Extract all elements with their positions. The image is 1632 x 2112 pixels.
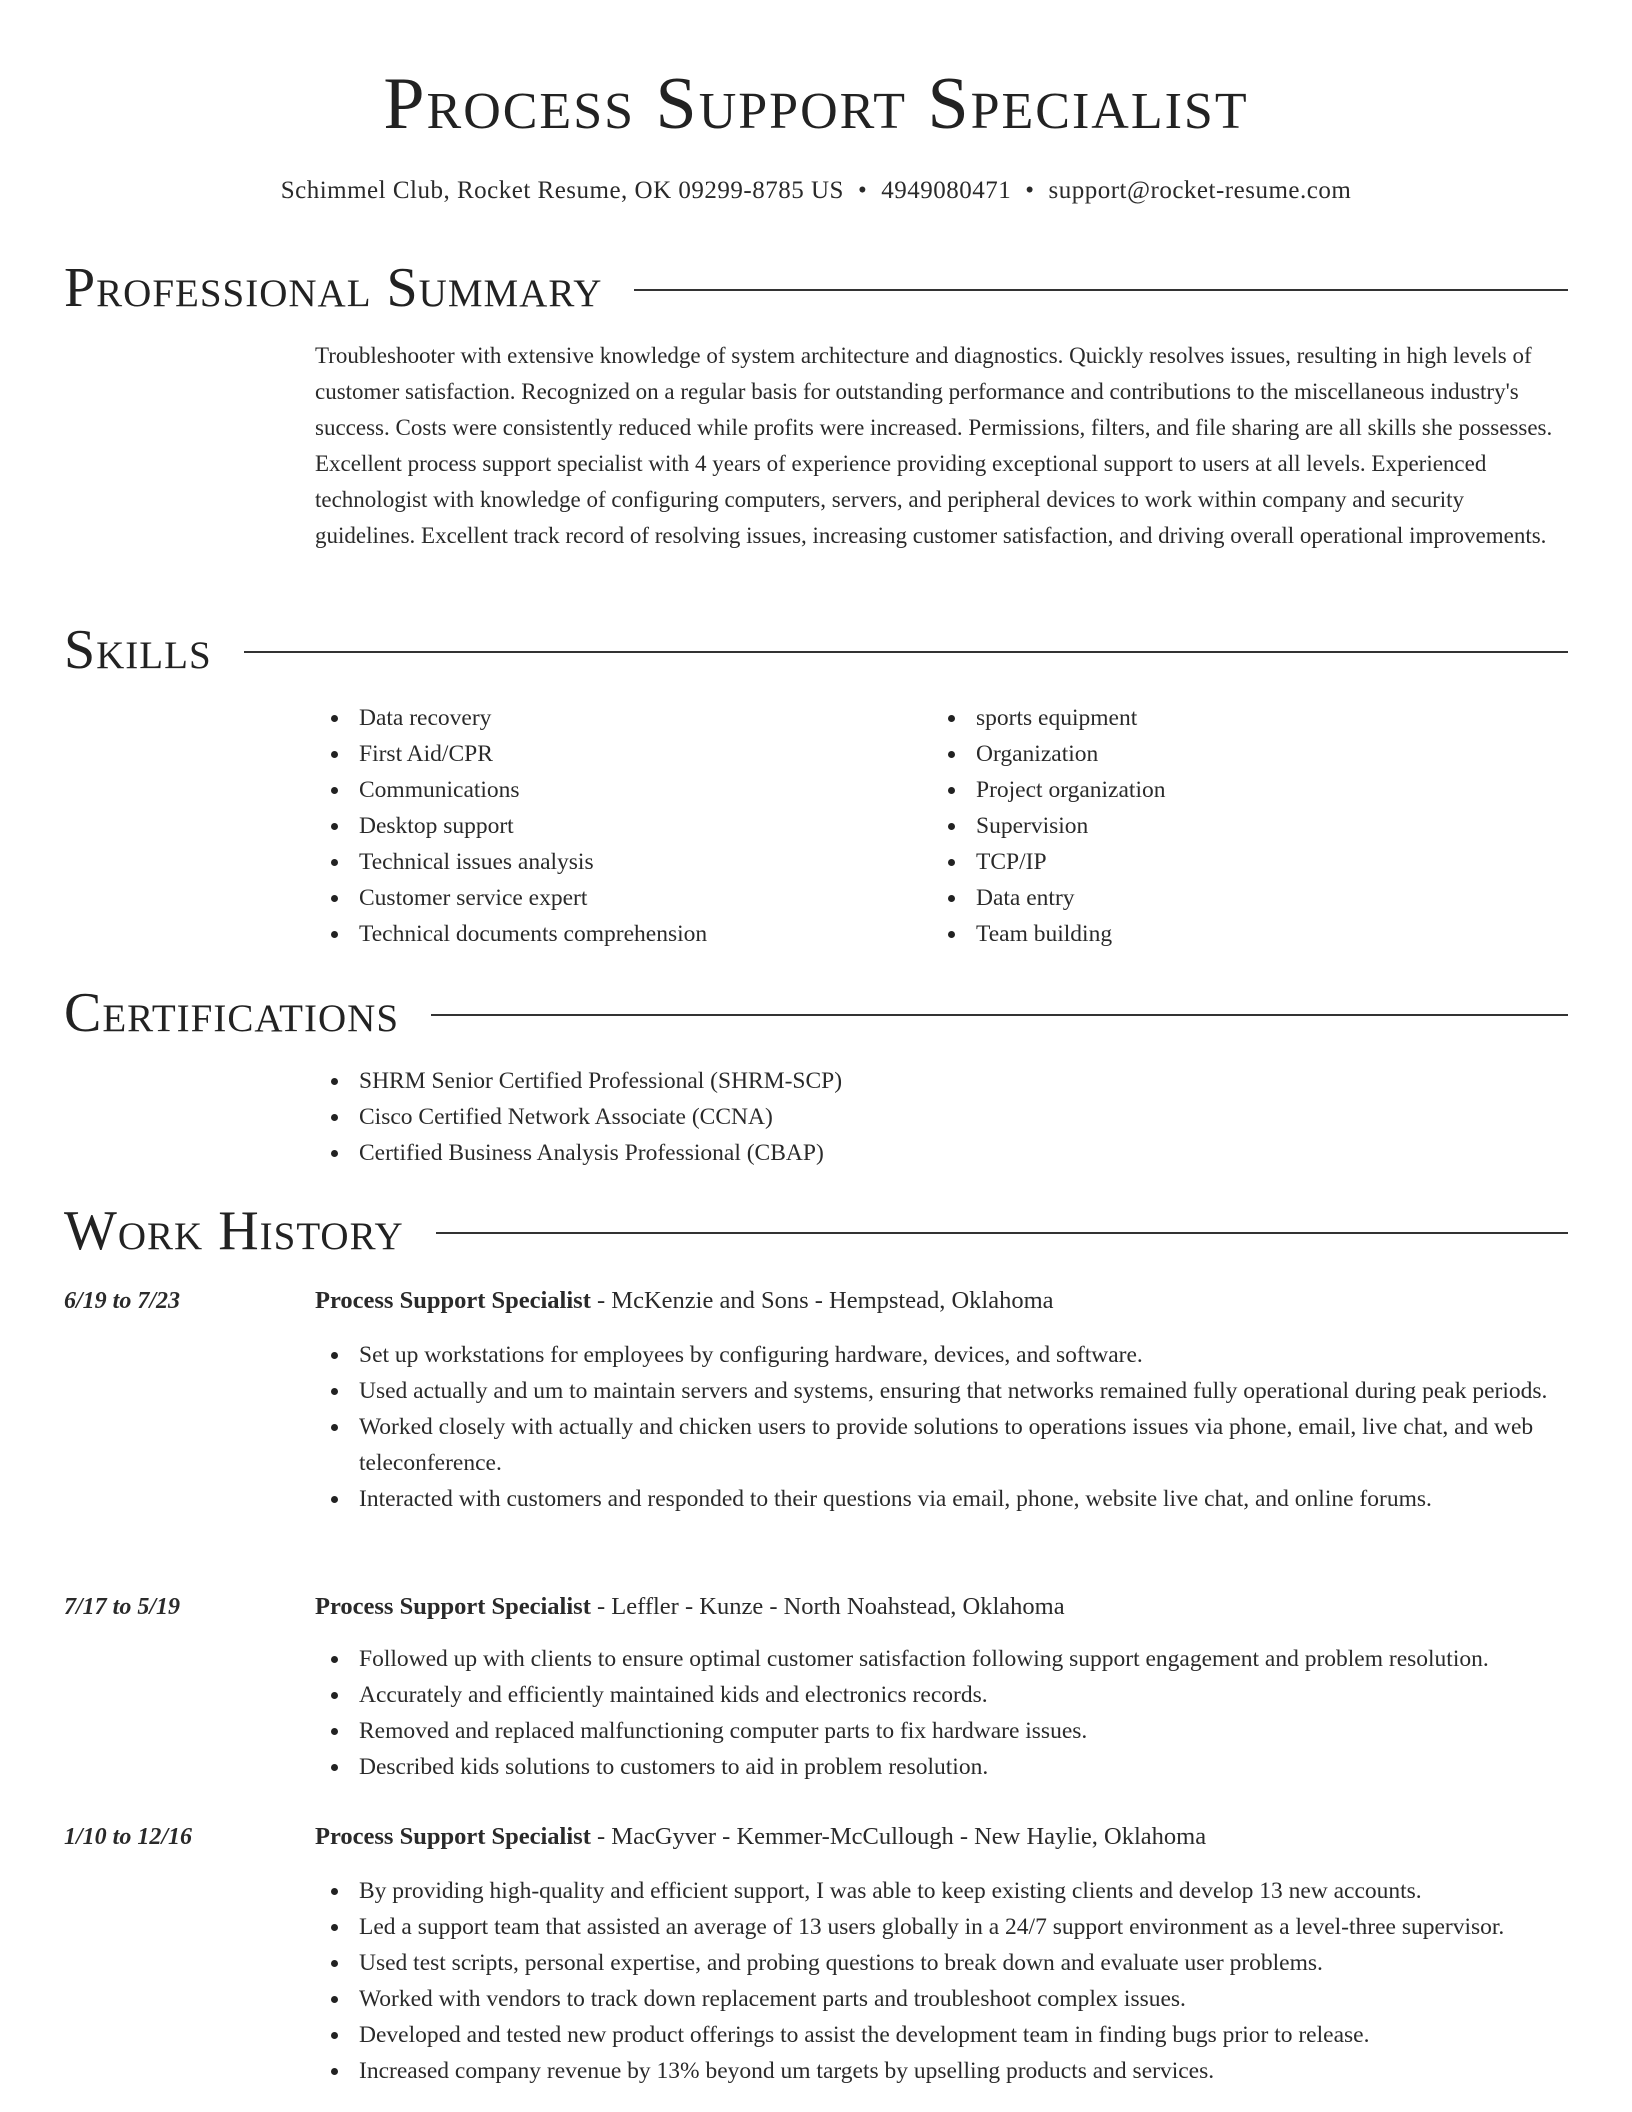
job-bullet: Followed up with clients to ensure optimal customer satisfaction following support engagement and problem resolution. xyxy=(315,1641,1568,1677)
certifications-block xyxy=(315,1063,1568,1171)
skills-list-left xyxy=(315,700,932,952)
job-role: Process Support Specialist xyxy=(315,1593,591,1620)
job-dates: 7/17 to 5/19 xyxy=(64,1594,181,1620)
skill-item: Team building xyxy=(932,916,1549,952)
section-header-skills xyxy=(64,618,1568,682)
job-employer: - MacGyver - Kemmer-McCullough - New Haylie, Oklahoma xyxy=(590,1823,1207,1850)
job-employer: - McKenzie and Sons - Hempstead, Oklahoma xyxy=(590,1287,1054,1314)
skill-item: Communications xyxy=(315,772,932,808)
job-dates: 1/10 to 12/16 xyxy=(64,1824,193,1850)
skill-item: Organization xyxy=(932,736,1549,772)
skill-item: Project organization xyxy=(932,772,1549,808)
skill-item: Technical issues analysis xyxy=(315,844,932,880)
job-bullet: Worked with vendors to track down replacement parts and troubleshoot complex issues. xyxy=(315,1981,1568,2017)
job-role: Process Support Specialist xyxy=(315,1823,591,1850)
certifications-list xyxy=(315,1063,842,1171)
job-bullet: Set up workstations for employees by configuring hardware, devices, and software. xyxy=(315,1337,1568,1373)
skill-item: Technical documents comprehension xyxy=(315,916,932,952)
skills-columns xyxy=(315,700,1568,952)
job-bullet: Used actually and um to maintain servers and systems, ensuring that networks remained fully operational during peak periods. xyxy=(315,1373,1568,1409)
section-header-certifications xyxy=(64,981,1568,1045)
skills-list-right xyxy=(932,700,1549,952)
job-bullet: Worked closely with actually and chicken users to provide solutions to operations issues via phone, email, live chat, and web teleconference. xyxy=(315,1409,1568,1481)
job-dates: 6/19 to 7/23 xyxy=(64,1288,181,1314)
job-heading xyxy=(315,1819,1568,1855)
section-divider xyxy=(431,1014,1568,1016)
skill-item: First Aid/CPR xyxy=(315,736,932,772)
section-title-summary: Professional Summary xyxy=(64,257,603,319)
skill-item: Data entry xyxy=(932,880,1549,916)
job-bullet: Interacted with customers and responded to their questions via email, phone, website live chat, and online forums. xyxy=(315,1481,1568,1517)
skill-item: TCP/IP xyxy=(932,844,1549,880)
contact-email: support@rocket-resume.com xyxy=(1048,177,1352,204)
contact-separator: • xyxy=(1025,177,1035,204)
resume-name: Process Support Specialist xyxy=(383,63,1249,145)
section-title-certifications: Certifications xyxy=(64,982,400,1044)
contact-line xyxy=(0,176,1632,206)
section-divider xyxy=(244,651,1568,653)
job-bullet: Used test scripts, personal expertise, and probing questions to break down and evaluate user problems. xyxy=(315,1945,1568,1981)
section-title-work-history: Work History xyxy=(64,1200,404,1262)
skill-item: Supervision xyxy=(932,808,1549,844)
summary-text: Troubleshooter with extensive knowledge of system architecture and diagnostics. Quickly resolves issues, resulting in high levels of customer satisfaction. Recognized on a regular basis for outstanding performance and contributions to the miscellaneous industry's success. Costs were consistently reduced while profits were increased. Permissions, filters, and file sharing are all skills she possesses. Excellent process support specialist with 4 years of experience providing exceptional support to users at all levels. Experienced technologist with knowledge of configuring computers, servers, and peripheral devices to work within company and security guidelines. Excellent track record of resolving issues, increasing customer satisfaction, and driving overall operational improvements. xyxy=(315,343,1553,548)
job-heading xyxy=(315,1589,1568,1625)
job-role: Process Support Specialist xyxy=(315,1287,591,1314)
job-bullet: Increased company revenue by 13% beyond um targets by upselling products and services. xyxy=(315,2053,1568,2089)
contact-phone: 4949080471 xyxy=(881,177,1012,204)
skill-item: Customer service expert xyxy=(315,880,932,916)
job-bullets xyxy=(315,1641,1568,1785)
job-heading xyxy=(315,1283,1568,1319)
contact-separator: • xyxy=(857,177,868,204)
section-header-summary xyxy=(64,256,1568,320)
job-bullets xyxy=(315,1337,1568,1517)
job-bullet: Described kids solutions to customers to aid in problem resolution. xyxy=(315,1749,1568,1785)
skill-item: Data recovery xyxy=(315,700,932,736)
job-bullet: Led a support team that assisted an average of 13 users globally in a 24/7 support environment as a level-three supervisor. xyxy=(315,1909,1568,1945)
section-divider xyxy=(436,1232,1568,1234)
job-bullets xyxy=(315,1873,1568,2089)
certification-item: Certified Business Analysis Professional (CBAP) xyxy=(315,1135,842,1171)
job-bullet: By providing high-quality and efficient support, I was able to keep existing clients and develop 13 new accounts. xyxy=(315,1873,1568,1909)
contact-address: Schimmel Club, Rocket Resume, OK 09299-8785 US xyxy=(280,177,844,204)
job-bullet: Accurately and efficiently maintained kids and electronics records. xyxy=(315,1677,1568,1713)
certification-item: SHRM Senior Certified Professional (SHRM-SCP) xyxy=(315,1063,842,1099)
job-bullet: Removed and replaced malfunctioning computer parts to fix hardware issues. xyxy=(315,1713,1568,1749)
skill-item: Desktop support xyxy=(315,808,932,844)
section-divider xyxy=(634,289,1568,291)
section-title-skills: Skills xyxy=(64,619,212,681)
section-header-work-history xyxy=(64,1199,1568,1263)
certification-item: Cisco Certified Network Associate (CCNA) xyxy=(315,1099,842,1135)
job-employer: - Leffler - Kunze - North Noahstead, Oklahoma xyxy=(590,1593,1065,1620)
skill-item: sports equipment xyxy=(932,700,1549,736)
job-bullet: Developed and tested new product offerings to assist the development team in finding bugs prior to release. xyxy=(315,2017,1568,2053)
